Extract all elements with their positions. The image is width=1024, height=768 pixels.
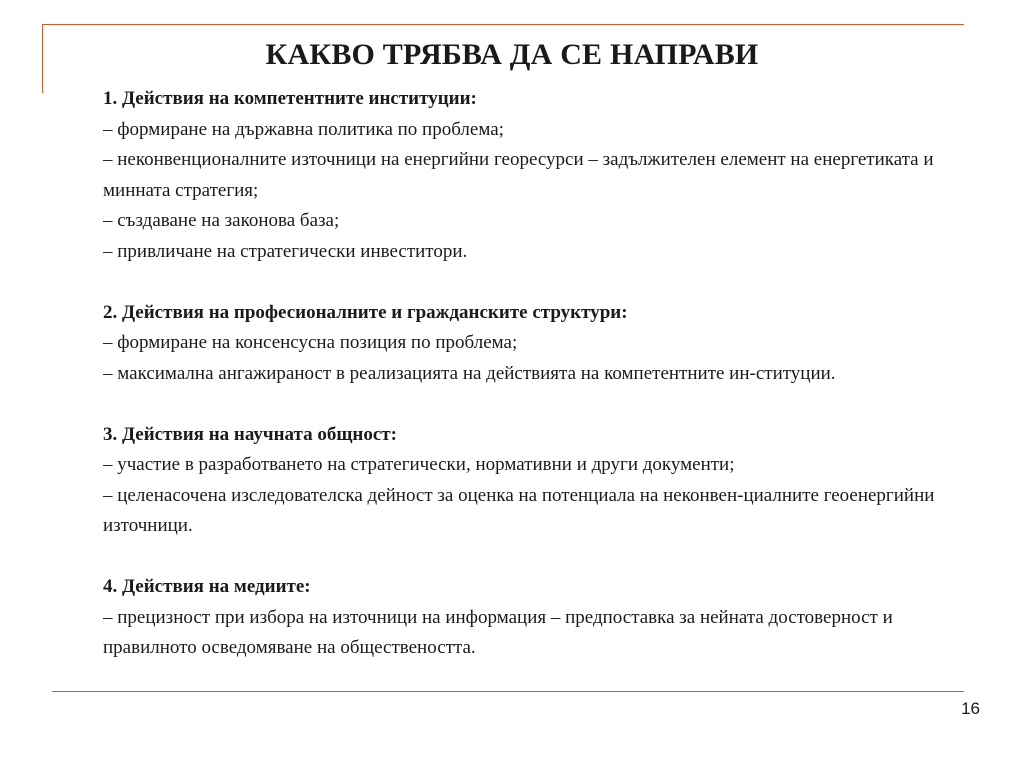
list-item: – създаване на законова база; <box>103 210 340 231</box>
list-item: – формиране на консенсусна позиция по проблема; <box>103 332 518 353</box>
list-item: – участие в разработването на стратегически, нормативни и други документи; <box>103 454 735 475</box>
list-item: – прецизност при избора на източници на информация – предпоставка за нейната достоверност и правилното осведомяване на обществеността. <box>103 606 893 658</box>
bottom-divider <box>52 691 964 692</box>
section-media <box>103 572 963 664</box>
slide-content <box>103 84 963 664</box>
list-item: – неконвенционалните източници на енергийни георесурси – задължителен елемент на енергетиката и минната стратегия; <box>103 149 934 201</box>
list-item: – привличане на стратегически инвеститори. <box>103 240 468 262</box>
section-institutions <box>103 84 963 267</box>
slide-title: КАКВО ТРЯБВА ДА СЕ НАПРАВИ <box>265 38 759 71</box>
top-divider <box>42 24 964 25</box>
section-heading: 3. Действия на научната общност: <box>103 423 397 445</box>
section-heading: 1. Действия на компетентните институции: <box>103 88 477 109</box>
list-item: – формиране на държавна политика по проблема; <box>103 118 504 140</box>
section-heading: 4. Действия на медиите: <box>103 576 311 597</box>
list-item: – целенасочена изследователска дейност за оценка на потенциала на неконвен-циалните геоенергийни източници. <box>103 484 935 536</box>
page-number: 16 <box>961 699 980 718</box>
list-item: – максимална ангажираност в реализацията на действията на компетентните ин-ституции. <box>103 362 836 384</box>
section-heading: 2. Действия на професионалните и гражданските структури: <box>103 301 628 323</box>
section-scientific-community <box>103 420 963 542</box>
section-professional-structures <box>103 298 963 390</box>
